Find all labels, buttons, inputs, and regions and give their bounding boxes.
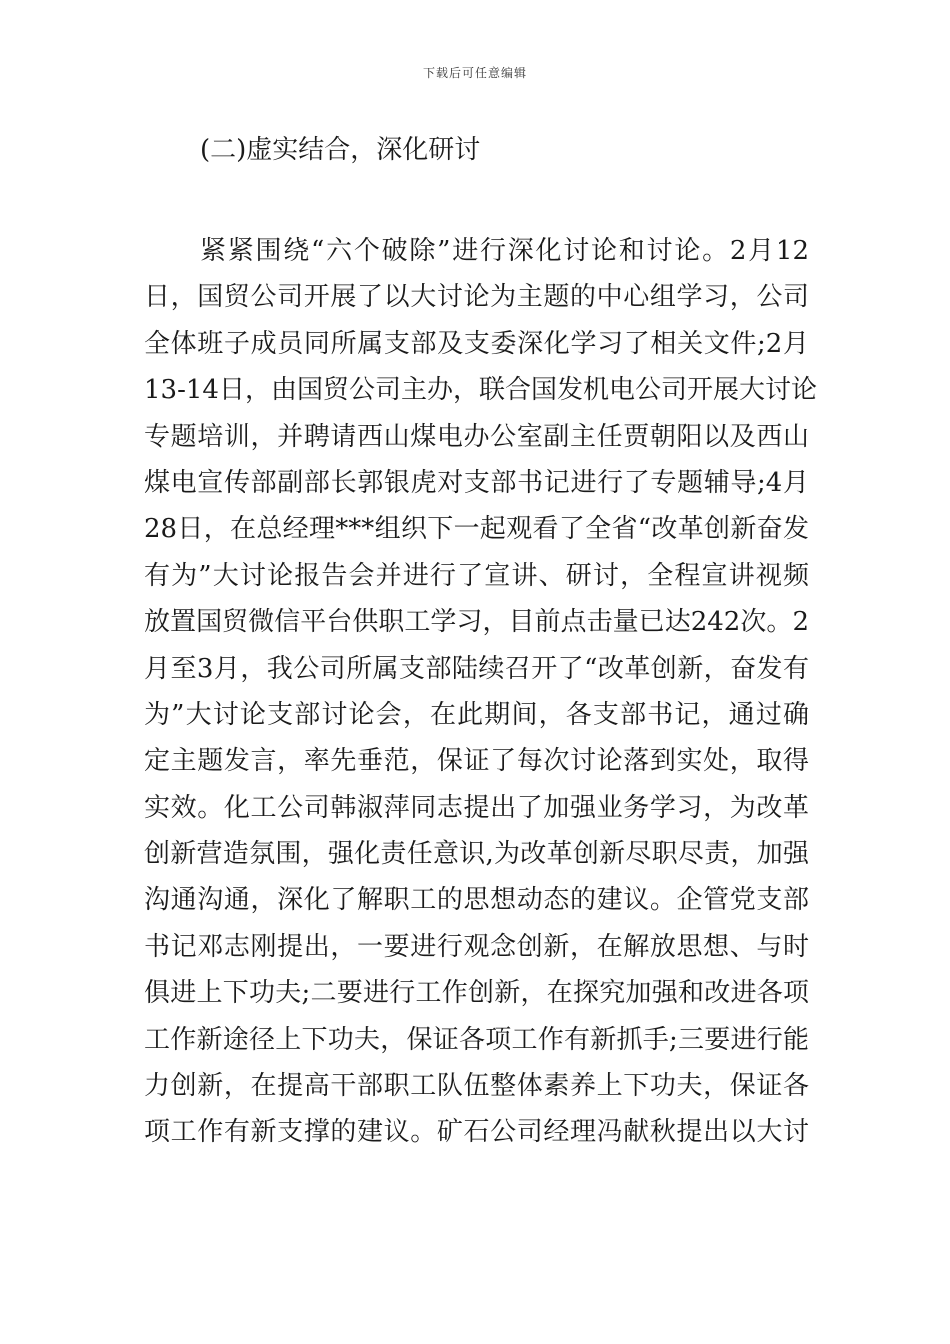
paragraph-line: 全体班子成员同所属支部及支委深化学习了相关文件;2月 xyxy=(144,328,809,359)
paragraph-line: 13-14日，由国贸公司主办，联合国发机电公司开展大讨论 xyxy=(144,375,817,406)
paragraph-line: 沟通沟通，深化了解职工的思想动态的建议。企管党支部 xyxy=(144,885,809,916)
paragraph-line: 创新营造氛围，强化责任意识,为改革创新尽职尽责，加强 xyxy=(144,839,809,870)
paragraph-line: 俱进上下功夫;二要进行工作创新，在探究加强和改进各项 xyxy=(144,978,809,1009)
paragraph-line: 月至3月，我公司所属支部陆续召开了“改革创新，奋发有 xyxy=(144,653,809,684)
paragraph-line: 紧紧围绕“六个破除”进行深化讨论和讨论。2月12 xyxy=(200,236,809,266)
paragraph-line: 力创新，在提高干部职工队伍整体素养上下功夫，保证各 xyxy=(144,1071,809,1102)
paragraph-line: 有为”大讨论报告会并进行了宣讲、研讨，全程宣讲视频 xyxy=(144,560,809,591)
paragraph-line: 工作新途径上下功夫，保证各项工作有新抓手;三要进行能 xyxy=(144,1024,809,1055)
paragraph-line: 书记邓志刚提出，一要进行观念创新，在解放思想、与时 xyxy=(144,931,809,962)
paragraph-line: 专题培训，并聘请西山煤电办公室副主任贾朝阳以及西山 xyxy=(144,421,809,452)
section-heading: (二)虚实结合，深化研讨 xyxy=(200,135,481,165)
paragraph-line: 日，国贸公司开展了以大讨论为主题的中心组学习，公司 xyxy=(144,282,809,313)
paragraph-line: 定主题发言，率先垂范，保证了每次讨论落到实处，取得 xyxy=(144,746,809,777)
paragraph-line: 为”大讨论支部讨论会，在此期间，各支部书记，通过确 xyxy=(144,699,809,730)
paragraph-line: 28日，在总经理***组织下一起观看了全省“改革创新奋发 xyxy=(144,514,809,545)
paragraph-line: 项工作有新支撑的建议。矿石公司经理冯献秋提出以大讨 xyxy=(144,1117,809,1148)
paragraph-line: 煤电宣传部副部长郭银虎对支部书记进行了专题辅导;4月 xyxy=(144,467,809,498)
page-header: 下载后可任意编辑 xyxy=(422,66,527,80)
paragraph-line: 放置国贸微信平台供职工学习，目前点击量已达242次。2 xyxy=(144,607,809,638)
paragraph-line: 实效。化工公司韩淑萍同志提出了加强业务学习，为改革 xyxy=(144,792,809,823)
body-paragraph xyxy=(144,228,817,1156)
